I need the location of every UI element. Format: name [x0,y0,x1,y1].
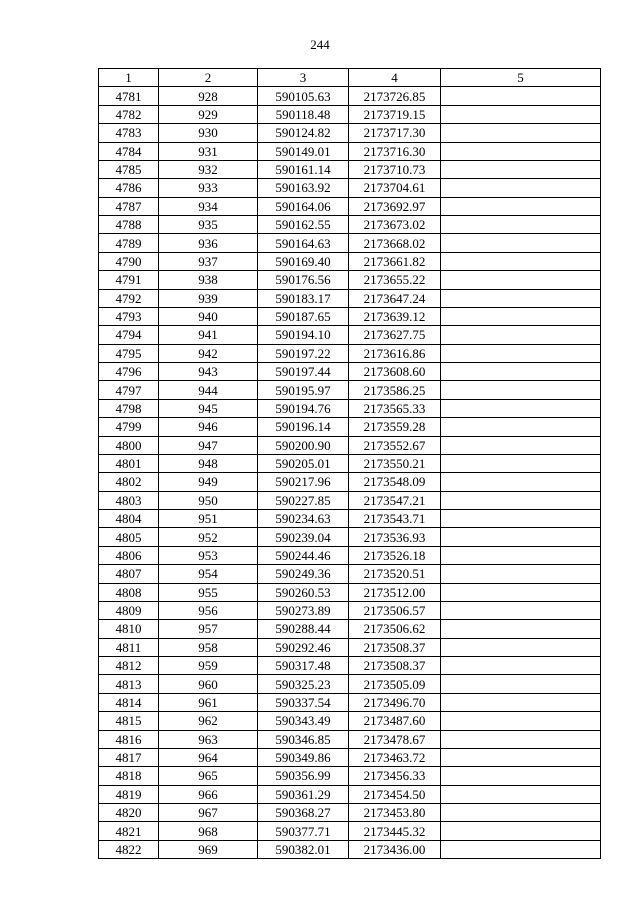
table-cell-col-2: 944 [159,381,258,399]
table-cell-col-2: 966 [159,785,258,803]
table-cell-col-3: 590244.46 [258,546,349,564]
table-cell-col-4: 2173454.50 [349,785,441,803]
table-cell-col-3: 590288.44 [258,620,349,638]
table-cell-col-2: 934 [159,197,258,215]
header-row [99,69,601,87]
table-cell-col-2: 959 [159,657,258,675]
table-cell-col-4: 2173627.75 [349,326,441,344]
table-cell-col-3: 590118.48 [258,105,349,123]
table-cell-col-3: 590325.23 [258,675,349,693]
table-cell-col-4: 2173548.09 [349,473,441,491]
table-cell-col-2: 932 [159,160,258,178]
table-cell-col-5 [441,197,601,215]
table-cell-col-2: 938 [159,271,258,289]
table-cell-col-1: 4783 [99,124,159,142]
table-row [99,363,601,381]
table-cell-col-3: 590161.14 [258,160,349,178]
table-cell-col-1: 4818 [99,767,159,785]
table-cell-col-3: 590317.48 [258,657,349,675]
table-cell-col-5 [441,105,601,123]
table-cell-col-2: 957 [159,620,258,638]
table-cell-col-3: 590239.04 [258,528,349,546]
table-cell-col-3: 590162.55 [258,216,349,234]
table-cell-col-4: 2173506.57 [349,601,441,619]
table-cell-col-2: 929 [159,105,258,123]
table-row [99,675,601,693]
table-row [99,767,601,785]
table-cell-col-1: 4805 [99,528,159,546]
table-cell-col-4: 2173710.73 [349,160,441,178]
table-cell-col-4: 2173726.85 [349,87,441,105]
table-cell-col-4: 2173655.22 [349,271,441,289]
table-cell-col-5 [441,804,601,822]
table-cell-col-5 [441,326,601,344]
table-cell-col-4: 2173520.51 [349,565,441,583]
column-header-4: 4 [349,69,441,87]
table-cell-col-1: 4784 [99,142,159,160]
table-cell-col-3: 590105.63 [258,87,349,105]
table-cell-col-5 [441,381,601,399]
table-row [99,289,601,307]
table-cell-col-3: 590149.01 [258,142,349,160]
table-cell-col-2: 967 [159,804,258,822]
table-row [99,399,601,417]
table-cell-col-3: 590292.46 [258,638,349,656]
table-cell-col-3: 590356.99 [258,767,349,785]
table-cell-col-1: 4814 [99,693,159,711]
table-cell-col-5 [441,454,601,472]
table-cell-col-4: 2173668.02 [349,234,441,252]
table-cell-col-3: 590227.85 [258,491,349,509]
table-cell-col-5 [441,840,601,858]
table-cell-col-4: 2173456.33 [349,767,441,785]
table-cell-col-1: 4815 [99,712,159,730]
table-cell-col-3: 590194.76 [258,399,349,417]
table-cell-col-3: 590164.06 [258,197,349,215]
table-cell-col-2: 951 [159,510,258,528]
table-cell-col-2: 965 [159,767,258,785]
table-row [99,730,601,748]
table-cell-col-1: 4794 [99,326,159,344]
table-row [99,326,601,344]
page-number: 244 [310,37,330,52]
table-row [99,638,601,656]
table-cell-col-1: 4785 [99,160,159,178]
table-cell-col-4: 2173445.32 [349,822,441,840]
table-cell-col-1: 4803 [99,491,159,509]
table-row [99,510,601,528]
column-header-1: 1 [99,69,159,87]
table-cell-col-5 [441,124,601,142]
table-cell-col-5 [441,234,601,252]
table-cell-col-2: 961 [159,693,258,711]
table-cell-col-2: 930 [159,124,258,142]
table-cell-col-1: 4821 [99,822,159,840]
table-cell-col-3: 590183.17 [258,289,349,307]
table-row [99,271,601,289]
table-cell-col-2: 969 [159,840,258,858]
table-cell-col-5 [441,748,601,766]
table-cell-col-3: 590124.82 [258,124,349,142]
table-cell-col-4: 2173692.97 [349,197,441,215]
table-cell-col-3: 590196.14 [258,418,349,436]
table-row [99,160,601,178]
table-cell-col-1: 4810 [99,620,159,638]
table-cell-col-5 [441,436,601,454]
table-cell-col-4: 2173496.70 [349,693,441,711]
table-cell-col-5 [441,565,601,583]
table-cell-col-5 [441,399,601,417]
table-cell-col-4: 2173616.86 [349,344,441,362]
table-cell-col-4: 2173608.60 [349,363,441,381]
table-cell-col-5 [441,712,601,730]
table-cell-col-5 [441,491,601,509]
table-cell-col-1: 4799 [99,418,159,436]
table-cell-col-5 [441,87,601,105]
table-cell-col-3: 590249.36 [258,565,349,583]
table-cell-col-5 [441,767,601,785]
table-row [99,454,601,472]
table-cell-col-4: 2173719.15 [349,105,441,123]
table-cell-col-1: 4798 [99,399,159,417]
table-cell-col-3: 590169.40 [258,252,349,270]
table-cell-col-3: 590200.90 [258,436,349,454]
table-cell-col-5 [441,620,601,638]
table-cell-col-4: 2173508.37 [349,657,441,675]
table-cell-col-2: 943 [159,363,258,381]
table-row [99,528,601,546]
table-cell-col-1: 4817 [99,748,159,766]
table-row [99,601,601,619]
table-cell-col-1: 4787 [99,197,159,215]
table-cell-col-2: 940 [159,307,258,325]
column-header-3: 3 [258,69,349,87]
table-cell-col-1: 4801 [99,454,159,472]
table-cell-col-2: 945 [159,399,258,417]
table-row [99,418,601,436]
table-row [99,491,601,509]
table-cell-col-1: 4795 [99,344,159,362]
table-row [99,785,601,803]
table-cell-col-1: 4789 [99,234,159,252]
table-cell-col-5 [441,528,601,546]
table-cell-col-2: 960 [159,675,258,693]
table-cell-col-2: 931 [159,142,258,160]
table-cell-col-5 [441,160,601,178]
table-cell-col-1: 4791 [99,271,159,289]
table-cell-col-5 [441,344,601,362]
table-cell-col-4: 2173673.02 [349,216,441,234]
table-cell-col-2: 941 [159,326,258,344]
table-cell-col-1: 4820 [99,804,159,822]
table-row [99,197,601,215]
table-cell-col-4: 2173716.30 [349,142,441,160]
table-cell-col-2: 968 [159,822,258,840]
table-cell-col-4: 2173463.72 [349,748,441,766]
table-cell-col-5 [441,785,601,803]
table-cell-col-2: 933 [159,179,258,197]
table-cell-col-1: 4808 [99,583,159,601]
table-cell-col-3: 590194.10 [258,326,349,344]
table-cell-col-2: 936 [159,234,258,252]
table-cell-col-2: 963 [159,730,258,748]
table-cell-col-4: 2173550.21 [349,454,441,472]
table-header [99,69,601,87]
table-cell-col-4: 2173512.00 [349,583,441,601]
table-cell-col-2: 935 [159,216,258,234]
table-row [99,142,601,160]
table-cell-col-5 [441,675,601,693]
table-cell-col-1: 4804 [99,510,159,528]
column-header-5: 5 [441,69,601,87]
table-row [99,693,601,711]
table-cell-col-1: 4788 [99,216,159,234]
table-cell-col-2: 942 [159,344,258,362]
table-cell-col-3: 590343.49 [258,712,349,730]
table-cell-col-3: 590205.01 [258,454,349,472]
table-cell-col-4: 2173543.71 [349,510,441,528]
table-cell-col-4: 2173704.61 [349,179,441,197]
table-cell-col-4: 2173478.67 [349,730,441,748]
table-cell-col-4: 2173661.82 [349,252,441,270]
table-cell-col-5 [441,510,601,528]
table-cell-col-5 [441,363,601,381]
table-cell-col-5 [441,252,601,270]
table-cell-col-2: 939 [159,289,258,307]
table-cell-col-2: 937 [159,252,258,270]
table-cell-col-5 [441,730,601,748]
table-row [99,473,601,491]
table-row [99,657,601,675]
table-cell-col-1: 4819 [99,785,159,803]
table-cell-col-3: 590382.01 [258,840,349,858]
table-row [99,583,601,601]
table-cell-col-3: 590234.63 [258,510,349,528]
column-header-2: 2 [159,69,258,87]
table-cell-col-1: 4792 [99,289,159,307]
table-cell-col-3: 590187.65 [258,307,349,325]
table-cell-col-3: 590377.71 [258,822,349,840]
table-cell-col-5 [441,657,601,675]
table-cell-col-2: 958 [159,638,258,656]
table-cell-col-5 [441,289,601,307]
table-cell-col-1: 4812 [99,657,159,675]
table-cell-col-3: 590337.54 [258,693,349,711]
table-cell-col-4: 2173586.25 [349,381,441,399]
table-cell-col-1: 4822 [99,840,159,858]
table-cell-col-3: 590346.85 [258,730,349,748]
table-cell-col-4: 2173506.62 [349,620,441,638]
table-cell-col-2: 949 [159,473,258,491]
table-cell-col-3: 590176.56 [258,271,349,289]
table-cell-col-5 [441,546,601,564]
table-cell-col-1: 4790 [99,252,159,270]
table-cell-col-1: 4811 [99,638,159,656]
table-cell-col-1: 4806 [99,546,159,564]
table-cell-col-2: 948 [159,454,258,472]
table-cell-col-2: 946 [159,418,258,436]
table-cell-col-3: 590163.92 [258,179,349,197]
table-cell-col-5 [441,179,601,197]
table-cell-col-4: 2173559.28 [349,418,441,436]
table-row [99,307,601,325]
table-row [99,840,601,858]
table-cell-col-1: 4816 [99,730,159,748]
table-cell-col-1: 4813 [99,675,159,693]
table-row [99,105,601,123]
table-cell-col-5 [441,822,601,840]
table-row [99,748,601,766]
table-cell-col-1: 4800 [99,436,159,454]
coordinates-table [98,68,601,859]
table-cell-col-5 [441,473,601,491]
table-cell-col-1: 4781 [99,87,159,105]
table-cell-col-1: 4782 [99,105,159,123]
table-cell-col-5 [441,583,601,601]
table-cell-col-5 [441,418,601,436]
table-cell-col-4: 2173565.33 [349,399,441,417]
table-cell-col-2: 955 [159,583,258,601]
table-cell-col-4: 2173505.09 [349,675,441,693]
table-cell-col-3: 590361.29 [258,785,349,803]
table-row [99,804,601,822]
table-cell-col-1: 4796 [99,363,159,381]
table-row [99,436,601,454]
table-row [99,216,601,234]
table-cell-col-5 [441,601,601,619]
table-cell-col-2: 953 [159,546,258,564]
table-cell-col-3: 590260.53 [258,583,349,601]
table-row [99,565,601,583]
table-row [99,179,601,197]
table-cell-col-5 [441,693,601,711]
table-cell-col-3: 590197.22 [258,344,349,362]
table-cell-col-5 [441,271,601,289]
table-cell-col-2: 956 [159,601,258,619]
table-cell-col-2: 947 [159,436,258,454]
table-cell-col-4: 2173639.12 [349,307,441,325]
table-cell-col-1: 4786 [99,179,159,197]
table-cell-col-4: 2173717.30 [349,124,441,142]
table-cell-col-3: 590197.44 [258,363,349,381]
table-row [99,712,601,730]
table-cell-col-5 [441,216,601,234]
table-cell-col-4: 2173487.60 [349,712,441,730]
table-cell-col-5 [441,142,601,160]
table-cell-col-5 [441,307,601,325]
table-cell-col-4: 2173526.18 [349,546,441,564]
table-cell-col-1: 4809 [99,601,159,619]
table-cell-col-3: 590195.97 [258,381,349,399]
table-row [99,620,601,638]
table-cell-col-3: 590368.27 [258,804,349,822]
table-cell-col-2: 954 [159,565,258,583]
table-cell-col-2: 964 [159,748,258,766]
table-cell-col-3: 590217.96 [258,473,349,491]
table-cell-col-1: 4802 [99,473,159,491]
table-cell-col-4: 2173453.80 [349,804,441,822]
table-row [99,87,601,105]
table-row [99,344,601,362]
table-cell-col-4: 2173536.93 [349,528,441,546]
table-row [99,234,601,252]
table-row [99,822,601,840]
table-body [99,87,601,859]
table-cell-col-2: 928 [159,87,258,105]
table-cell-col-4: 2173552.67 [349,436,441,454]
table-row [99,252,601,270]
table-cell-col-2: 962 [159,712,258,730]
table-cell-col-3: 590349.86 [258,748,349,766]
table-cell-col-1: 4793 [99,307,159,325]
table-cell-col-4: 2173647.24 [349,289,441,307]
table-cell-col-3: 590164.63 [258,234,349,252]
table-cell-col-2: 952 [159,528,258,546]
table-cell-col-1: 4797 [99,381,159,399]
table-row [99,381,601,399]
table-row [99,546,601,564]
table-cell-col-5 [441,638,601,656]
table-row [99,124,601,142]
table-cell-col-2: 950 [159,491,258,509]
table-cell-col-4: 2173436.00 [349,840,441,858]
table-cell-col-4: 2173508.37 [349,638,441,656]
table-cell-col-1: 4807 [99,565,159,583]
table-cell-col-3: 590273.89 [258,601,349,619]
table-cell-col-4: 2173547.21 [349,491,441,509]
